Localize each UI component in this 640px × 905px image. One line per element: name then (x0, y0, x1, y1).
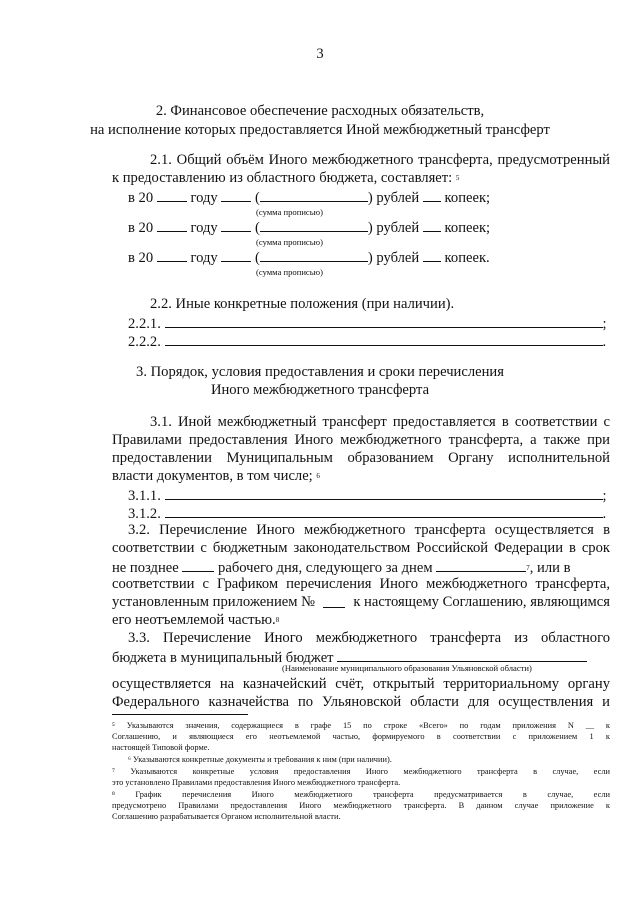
amount-in-words-blank (260, 188, 368, 202)
year-row-1: в 20 году ( ) рублей копеек; (128, 190, 491, 206)
day-event-blank (436, 558, 526, 572)
year-row-3: в 20 году ( ) рублей копеек. (128, 250, 490, 266)
footnote-5-line-3: настоящей Типовой форме. (112, 743, 210, 752)
item-3-1-2: 3.1.2. . (128, 506, 607, 522)
municipality-hint: (Наименование муниципального образования Ульяновской области) (282, 663, 532, 673)
item-2-2-1: 2.2.1. ; (128, 316, 607, 332)
year-row-2: в 20 году ( ) рублей копеек; (128, 220, 491, 236)
section-2-title-line-2: на исполнение которых предоставляется Иной межбюджетный трансферт (90, 122, 550, 138)
year-extra-blank (221, 248, 251, 262)
year-blank (157, 188, 187, 202)
item-2-2-1-blank (165, 314, 603, 328)
footnote-6: ⁶ Указываются конкретные документы и требования к ним (при наличии). (128, 755, 392, 764)
footnote-8-line-2: предусмотрено Правилами предоставления Иного межбюджетного трансферта. В данном случае приложение к (112, 801, 610, 810)
paragraph-2-1-line-1: 2.1. Общий объём Иного межбюджетного трансферта, предусмотренный (150, 152, 610, 168)
footnote-ref-5: 5 (455, 174, 460, 182)
municipality-name-blank (337, 648, 587, 662)
amount-hint-1: (сумма прописью) (256, 207, 323, 217)
item-3-1-2-blank (165, 504, 603, 518)
kopeck-blank (423, 248, 441, 262)
kopeck-blank (423, 188, 441, 202)
paragraph-3-3-line-3: осуществляется на казначейский счёт, открытый территориальному органу (112, 676, 610, 692)
footnote-8-line-1: ⁸ График перечисления Иного межбюджетного трансферта предусматривается в случае, если (112, 790, 610, 799)
amount-in-words-blank (260, 248, 368, 262)
footnote-ref-6: 6 (316, 472, 320, 480)
page-number: 3 (316, 46, 324, 62)
paragraph-3-1-line-4: власти документов, в том числе; $^6$ (112, 468, 320, 484)
footnote-7-line-1: ⁷ Указываются конкретные условия предоставления Иного межбюджетного трансферта в случае, если (112, 767, 610, 776)
section-2-title-line-1: 2. Финансовое обеспечение расходных обязательств, (155, 103, 485, 119)
footnote-7-line-2: это установлено Правилами предоставления Иного межбюджетного трансферта. (112, 778, 401, 787)
paragraph-3-3-line-4: Федерального казначейства по Ульяновской области для осуществления и (112, 694, 610, 710)
section-3-title-line-1: 3. Порядок, условия предоставления и сроки перечисления (136, 364, 504, 380)
year-extra-blank (221, 218, 251, 232)
paragraph-2-1-line-2: к предоставлению из областного бюджета, составляет: $^5$ (112, 170, 460, 186)
year-extra-blank (221, 188, 251, 202)
footnote-5-line-1: ⁵ Указываются значения, содержащиеся в графе 15 по строке «Всего» по годам приложения N __ к (112, 721, 610, 730)
item-2-2-2: 2.2.2. . (128, 334, 607, 350)
footnote-5-line-2: Соглашению, и являющиеся его неотъемлемой частью, формируемого в соответствии с приложением 1 к (112, 732, 610, 741)
paragraph-3-1-line-3: предоставлении Муниципальным образованием Органу исполнительной (112, 450, 610, 466)
item-2-2-2-blank (165, 332, 603, 346)
paragraph-3-2-line-1: 3.2. Перечисление Иного межбюджетного трансферта осуществляется в (128, 522, 610, 538)
paragraph-3-2-line-6: его неотъемлемой частью.$^8$ (112, 612, 280, 628)
working-day-blank (182, 558, 214, 572)
footnote-ref-7: 7 (526, 564, 530, 572)
paragraph-3-2-line-5: установленным приложением № к настоящему Соглашению, являющимся (112, 594, 610, 610)
paragraph-3-2-line-4: соответствии с Графиком перечисления Иного межбюджетного трансферта, (112, 576, 610, 592)
amount-in-words-blank (260, 218, 368, 232)
paragraph-2-2: 2.2. Иные конкретные положения (при наличии). (150, 296, 455, 312)
paragraph-3-1-line-2: Правилами предоставления Иного межбюджетного трансферта, а также при (112, 432, 610, 448)
paragraph-3-3-line-2: бюджета в муниципальный бюджет (112, 648, 587, 667)
appendix-number-blank (323, 594, 345, 608)
amount-hint-2: (сумма прописью) (256, 237, 323, 247)
paragraph-3-3-line-1: 3.3. Перечисление Иного межбюджетного трансферта из областного (128, 630, 610, 646)
year-blank (157, 248, 187, 262)
amount-hint-3: (сумма прописью) (256, 267, 323, 277)
year-blank (157, 218, 187, 232)
item-3-1-1: 3.1.1. ; (128, 488, 607, 504)
section-3-title-line-2: Иного межбюджетного трансферта (210, 382, 430, 398)
item-3-1-1-blank (165, 486, 603, 500)
footnote-8-line-3: Соглашению разрабатывается Органом исполнительной власти. (112, 812, 341, 821)
footnote-separator (112, 714, 248, 715)
paragraph-3-2-line-3: не позднее рабочего дня, следующего за днем $^7$, или в (112, 560, 571, 576)
footnote-ref-8: 8 (275, 616, 280, 624)
kopeck-blank (423, 218, 441, 232)
paragraph-3-1-line-1: 3.1. Иной межбюджетный трансферт предоставляется в соответствии с (150, 414, 610, 430)
paragraph-3-2-line-2: соответствии с бюджетным законодательством Российской Федерации в срок (112, 540, 610, 556)
